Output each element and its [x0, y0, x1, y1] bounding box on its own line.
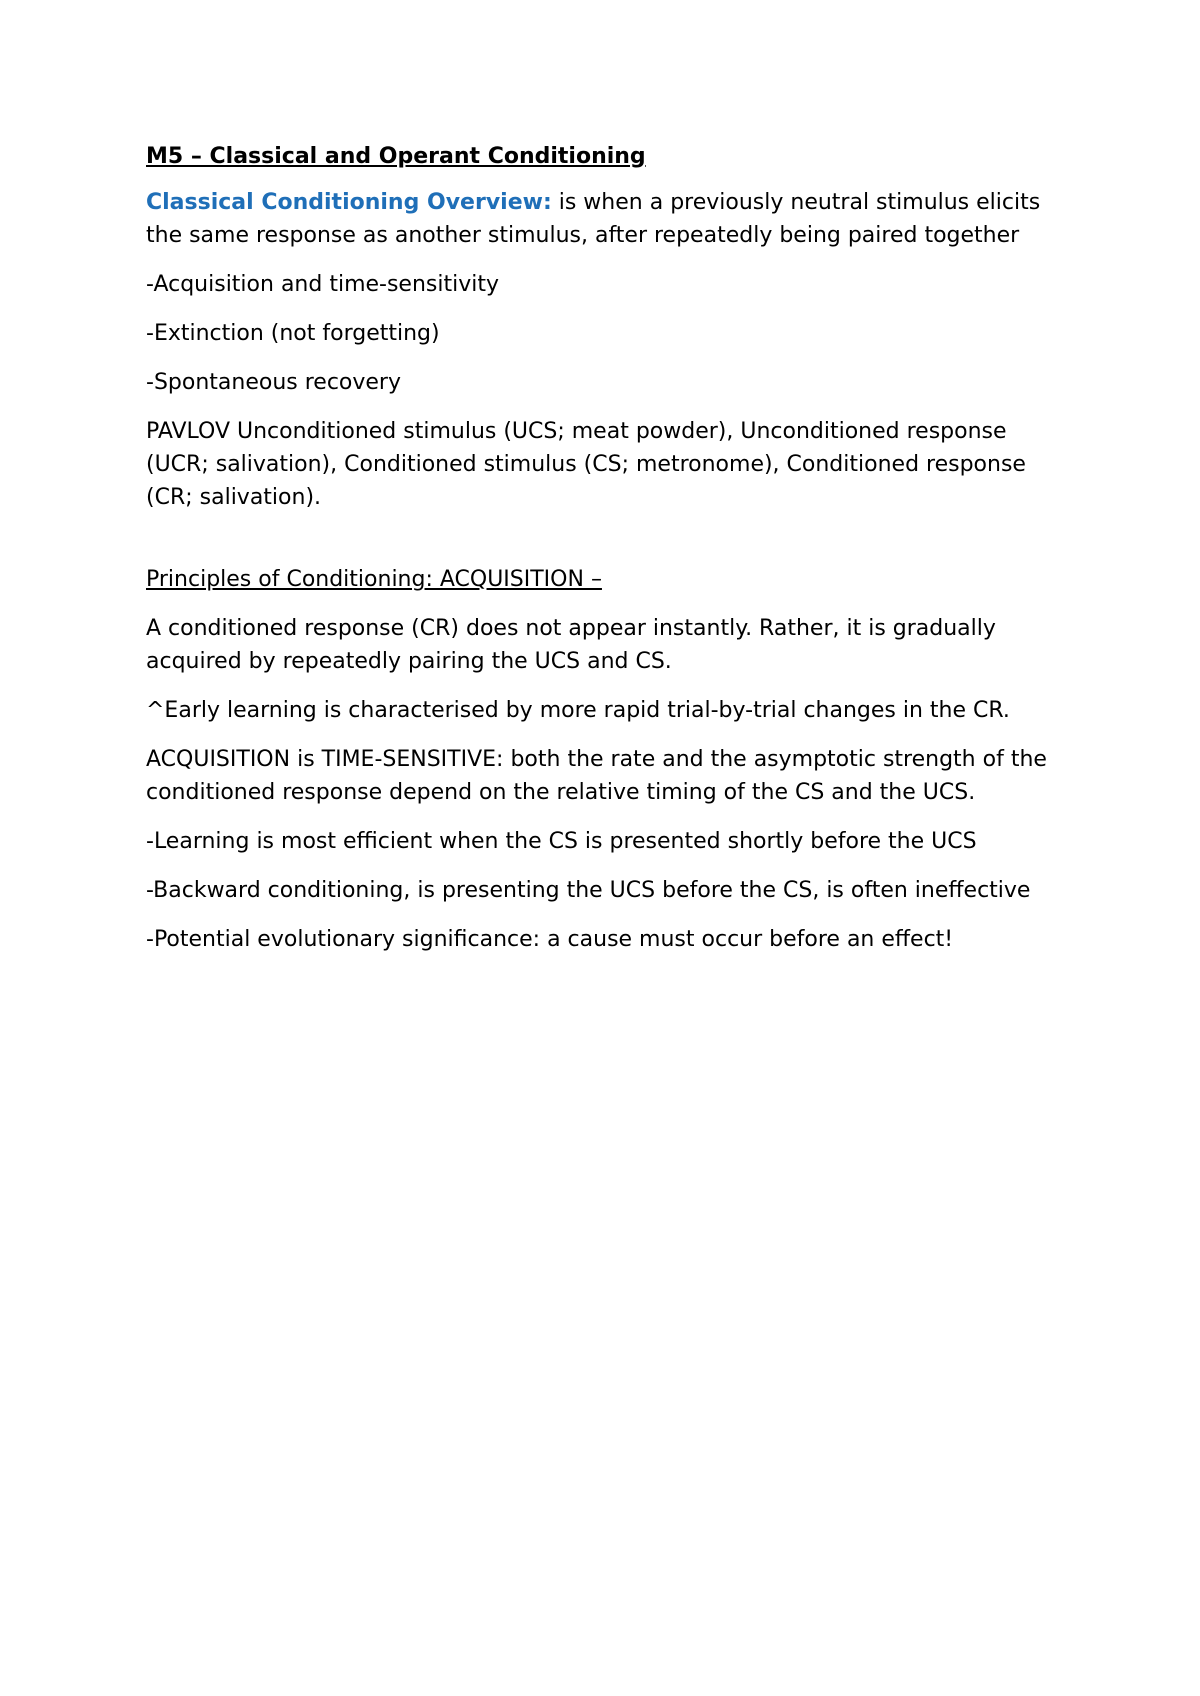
acquisition-paragraph: A conditioned response (CR) does not appear instantly. Rather, it is gradually acquired by repeatedly pairing the UCS and CS. — [146, 616, 996, 674]
page-title: M5 – Classical and Operant Conditioning — [146, 144, 646, 169]
overview-text: is when a previously neutral stimulus elicits the same response as another stimulus, after repeatedly being paired together — [146, 190, 1041, 248]
acquisition-paragraph: -Backward conditioning, is presenting the UCS before the CS, is often ineffective — [146, 878, 1031, 903]
document-page — [146, 140, 1066, 972]
pavlov-paragraph: PAVLOV Unconditioned stimulus (UCS; meat powder), Unconditioned response (UCR; salivation), Conditioned stimulus (CS; metronome), Conditioned response (CR; salivation). — [146, 419, 1026, 510]
overview-lead: Classical Conditioning Overview: — [146, 190, 552, 215]
bullet-extinction: -Extinction (not forgetting) — [146, 321, 440, 346]
bullet-acquisition: -Acquisition and time-sensitivity — [146, 272, 499, 297]
acquisition-paragraph: -Potential evolutionary significance: a cause must occur before an effect! — [146, 927, 954, 952]
acquisition-paragraph: ACQUISITION is TIME-SENSITIVE: both the rate and the asymptotic strength of the conditioned response depend on the relative timing of the CS and the UCS. — [146, 747, 1047, 805]
acquisition-heading: Principles of Conditioning: ACQUISITION – — [146, 567, 602, 592]
overview-paragraph — [146, 186, 1066, 252]
acquisition-paragraph: ^Early learning is characterised by more rapid trial-by-trial changes in the CR. — [146, 698, 1010, 723]
bullet-spontaneous-recovery: -Spontaneous recovery — [146, 370, 401, 395]
acquisition-paragraph: -Learning is most efficient when the CS is presented shortly before the UCS — [146, 829, 977, 854]
